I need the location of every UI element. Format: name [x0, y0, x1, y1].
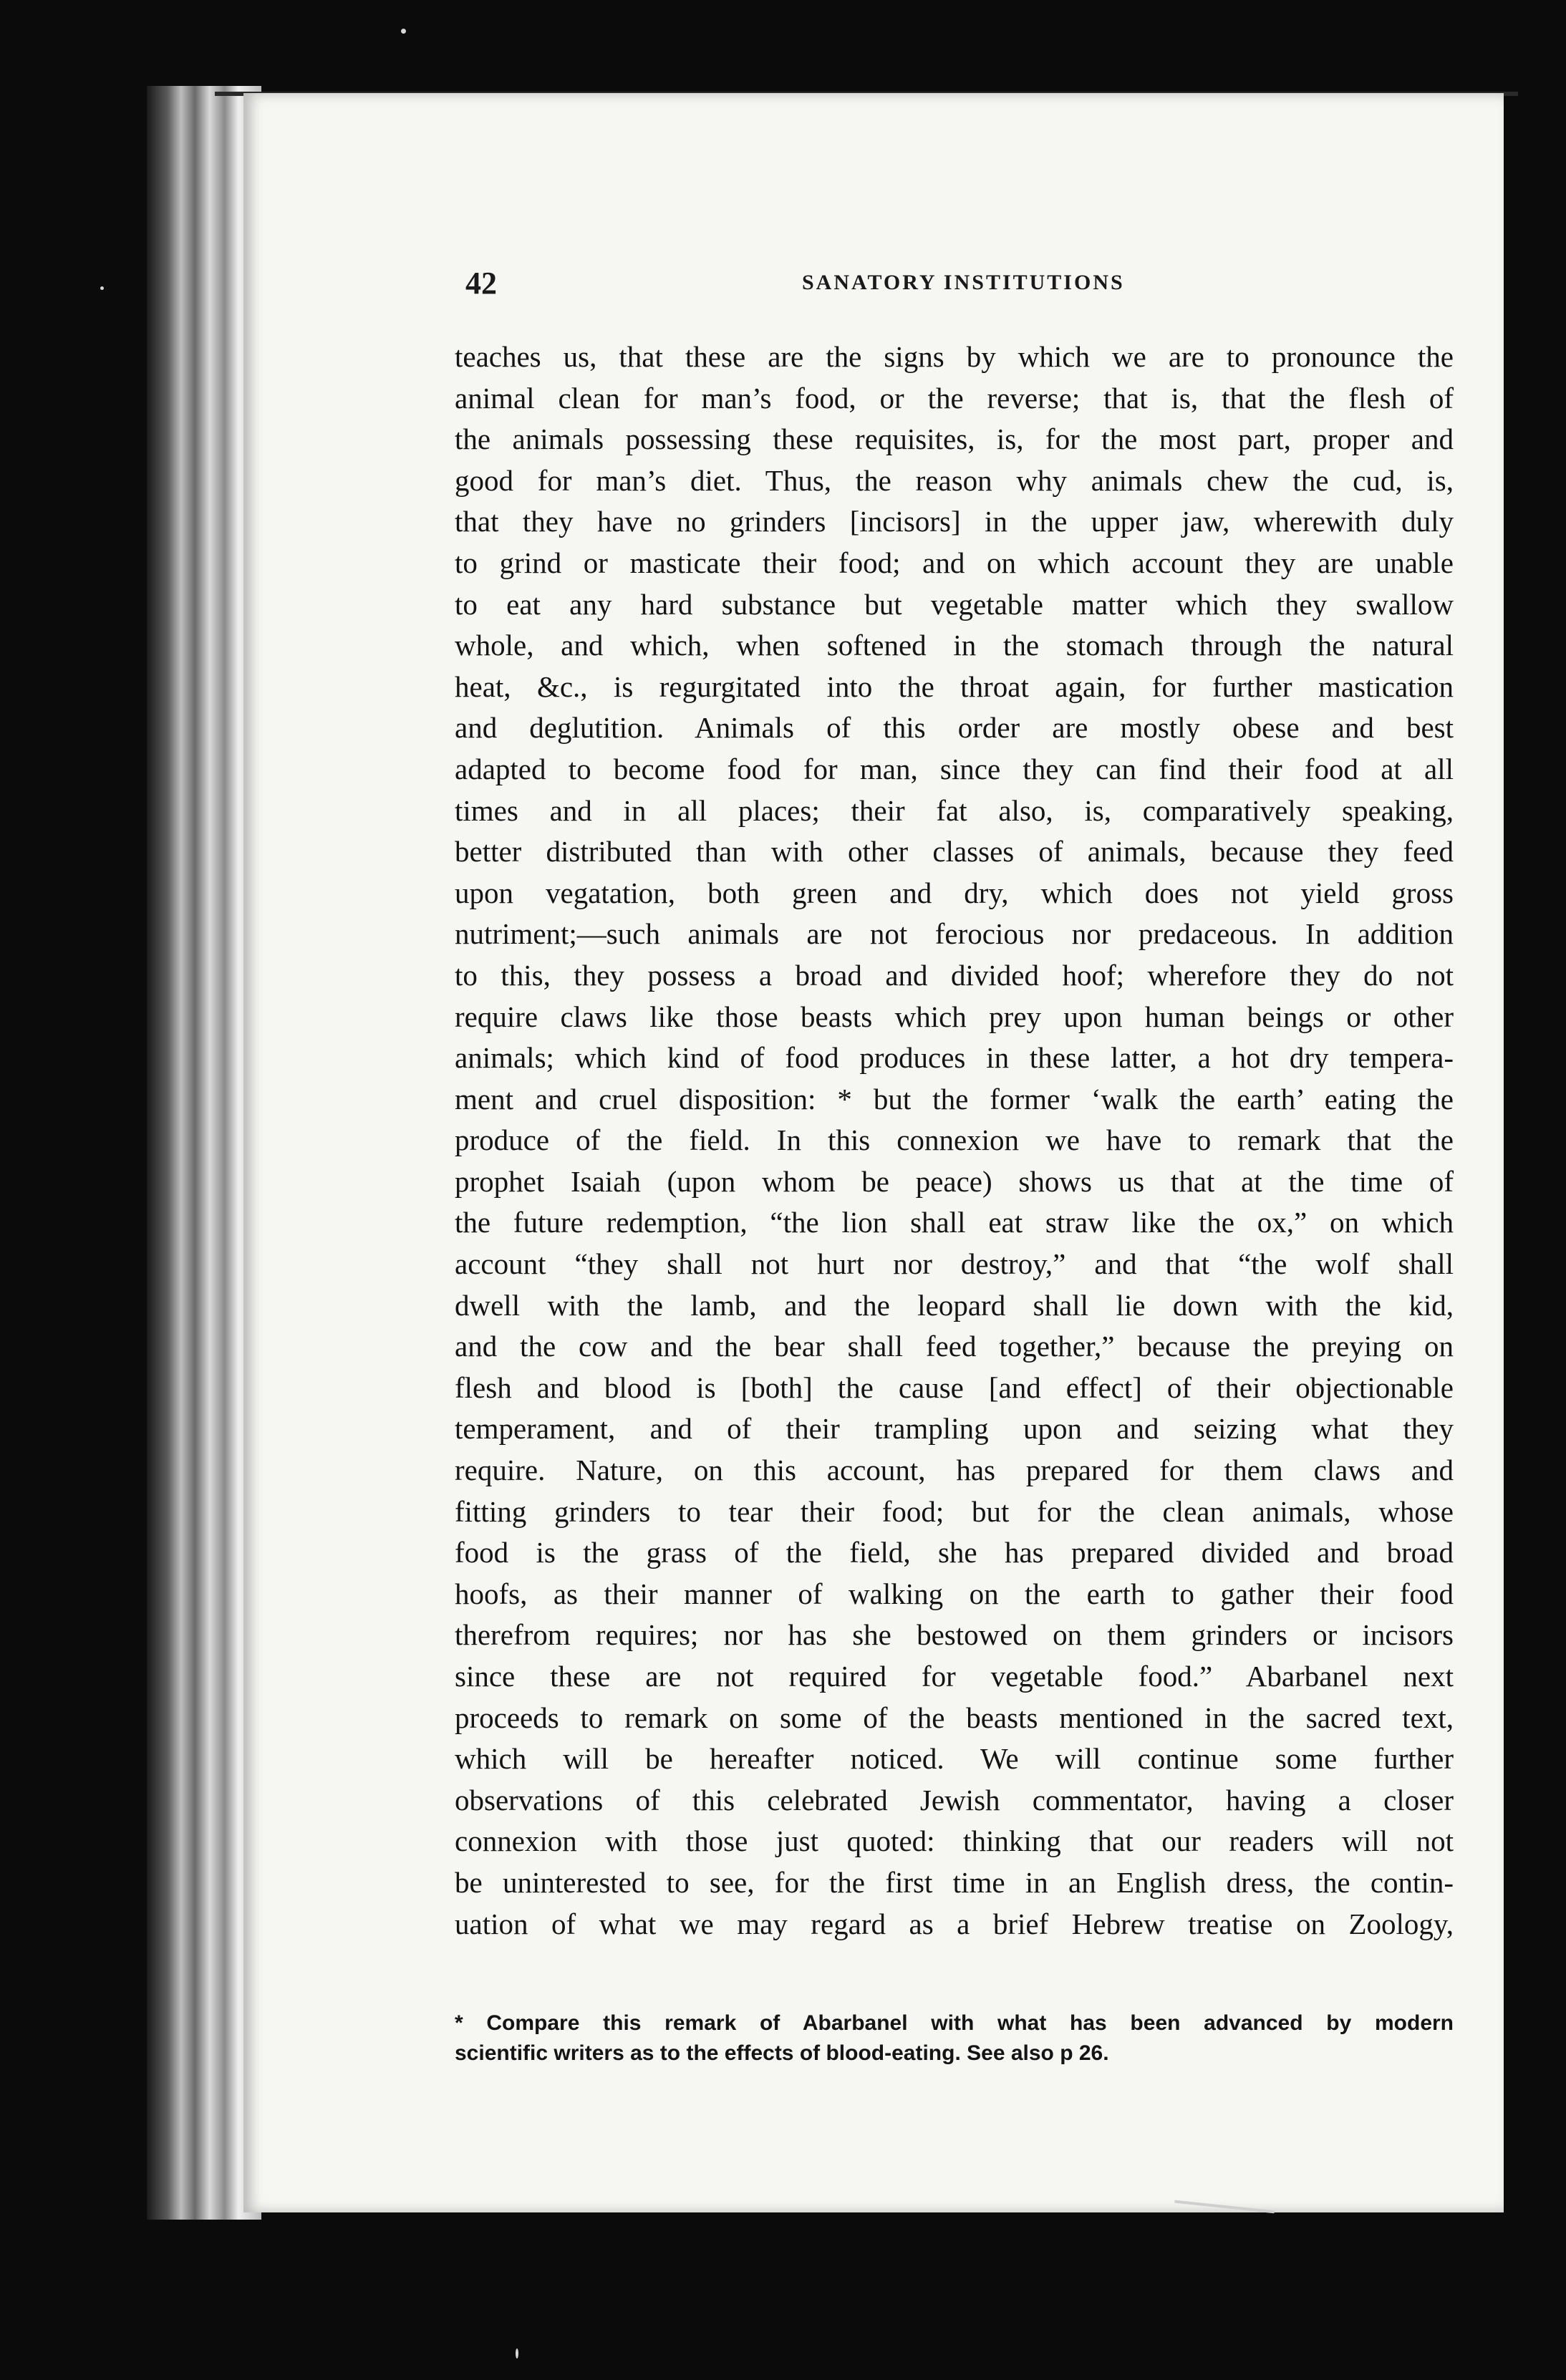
text-line: hoofs, as their manner of walking on the earth to gather their food [455, 1577, 1454, 1610]
text-line: teaches us, that these are the signs by which we are to pronounce the [455, 340, 1454, 373]
text-line: upon vegatation, both green and dry, which does not yield gross [455, 876, 1454, 909]
footnote [455, 2008, 1454, 2069]
text-line: and deglutition. Animals of this order are mostly obese and best [455, 711, 1454, 745]
text-line: adapted to become food for man, since they can find their food at all [455, 752, 1454, 785]
text-line: whole, and which, when softened in the stomach through the natural [455, 629, 1454, 662]
text-line: better distributed than with other classes of animals, because they feed [455, 835, 1454, 869]
scan-speck [100, 286, 104, 290]
text-line: prophet Isaiah (upon whom be peace) shows us that at the time of [455, 1164, 1454, 1198]
text-line: which will be hereafter noticed. We will continue some further [455, 1742, 1454, 1776]
running-head: SANATORY INSTITUTIONS [802, 271, 1125, 294]
text-line: observations of this celebrated Jewish commentator, having a closer [455, 1783, 1454, 1817]
text-line: connexion with those just quoted: thinking that our readers will not [455, 1824, 1454, 1858]
text-line: require. Nature, on this account, has prepared for them claws and [455, 1453, 1454, 1487]
text-line: uation of what we may regard as a brief Hebrew treatise on Zoology, [455, 1907, 1454, 1940]
text-line: be uninterested to see, for the first time in an English dress, the contin- [455, 1865, 1454, 1899]
text-line: to eat any hard substance but vegetable matter which they swallow [455, 587, 1454, 621]
text-line: therefrom requires; nor has she bestowed on them grinders or incisors [455, 1618, 1454, 1652]
scan-speck [401, 29, 406, 34]
text-line: temperament, and of their trampling upon and seizing what they [455, 1412, 1454, 1446]
text-line: and the cow and the bear shall feed together,” because the preying on [455, 1330, 1454, 1363]
text-line: fitting grinders to tear their food; but for the clean animals, whose [455, 1494, 1454, 1528]
page-number: 42 [465, 266, 497, 301]
text-line: to grind or masticate their food; and on which account they are unable [455, 546, 1454, 579]
text-line: heat, &c., is regurgitated into the throat again, for further mastication [455, 669, 1454, 703]
text-line: account “they shall not hurt nor destroy,” and that “the wolf shall [455, 1247, 1454, 1281]
text-line: proceeds to remark on some of the beasts mentioned in the sacred text, [455, 1701, 1454, 1734]
text-line: produce of the field. In this connexion we have to remark that the [455, 1123, 1454, 1157]
text-line: food is the grass of the field, she has prepared divided and broad [455, 1536, 1454, 1569]
text-line: to this, they possess a broad and divided hoof; wherefore they do not [455, 958, 1454, 992]
text-line: require claws like those beasts which prey upon human beings or other [455, 1000, 1454, 1033]
text-line: times and in all places; their fat also, is, comparatively speaking, [455, 793, 1454, 827]
text-line: nutriment;—such animals are not ferocious nor predaceous. In addition [455, 917, 1454, 951]
text-line: animals; which kind of food produces in these latter, a hot dry tempera- [455, 1041, 1454, 1075]
text-line: dwell with the lamb, and the leopard shall lie down with the kid, [455, 1288, 1454, 1322]
footnote-line: * Compare this remark of Abarbanel with what has been advanced by modern [455, 2011, 1454, 2035]
body-text [455, 337, 1454, 1945]
text-line: the future redemption, “the lion shall eat straw like the ox,” on which [455, 1206, 1454, 1239]
footnote-line: scientific writers as to the effects of blood-eating. See also p 26. [455, 2041, 1109, 2065]
text-line: flesh and blood is [both] the cause [and effect] of their objectionable [455, 1370, 1454, 1404]
text-line: the animals possessing these requisites, is, for the most part, proper and [455, 422, 1454, 456]
scan-speck [516, 2348, 518, 2359]
text-line: that they have no grinders [incisors] in the upper jaw, wherewith duly [455, 505, 1454, 538]
text-line: good for man’s diet. Thus, the reason why animals chew the cud, is, [455, 463, 1454, 497]
page-header [465, 265, 1454, 308]
text-line: animal clean for man’s food, or the reverse; that is, that the flesh of [455, 381, 1454, 415]
text-line: since these are not required for vegetable food.” Abarbanel next [455, 1660, 1454, 1693]
text-line: ment and cruel disposition: * but the former ‘walk the earth’ eating the [455, 1082, 1454, 1116]
